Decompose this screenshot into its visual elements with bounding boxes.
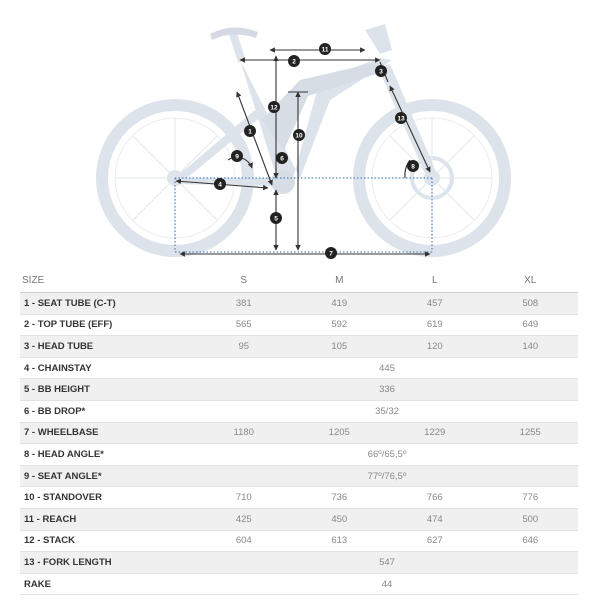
svg-text:8: 8 [411, 163, 415, 171]
table-row [20, 465, 578, 487]
marker-2 [288, 55, 300, 67]
row-label: 2 - TOP TUBE (EFF) [20, 314, 196, 336]
row-label: 1 - SEAT TUBE (C-T) [20, 293, 196, 315]
marker-4 [214, 178, 226, 190]
table-cell: 613 [292, 530, 388, 552]
row-label: 8 - HEAD ANGLE* [20, 444, 196, 466]
marker-11 [319, 43, 331, 55]
table-cell: 565 [196, 314, 292, 336]
row-label: 10 - STANDOVER [20, 487, 196, 509]
table-cell: 450 [292, 508, 388, 530]
table-row [20, 552, 578, 574]
row-label: 7 - WHEELBASE [20, 422, 196, 444]
table-cell: 736 [292, 487, 388, 509]
table-row [20, 422, 578, 444]
table-cell: 140 [483, 336, 579, 358]
marker-1 [244, 125, 256, 137]
table-row [20, 379, 578, 401]
table-row [20, 508, 578, 530]
header-xl: XL [483, 268, 579, 293]
svg-text:9: 9 [235, 153, 239, 161]
table-cell: 425 [196, 508, 292, 530]
svg-text:3: 3 [379, 68, 383, 76]
table-cell: 1205 [292, 422, 388, 444]
marker-9 [231, 150, 243, 162]
table-row [20, 400, 578, 422]
row-label: 11 - REACH [20, 508, 196, 530]
table-row [20, 336, 578, 358]
table-cell: 592 [292, 314, 388, 336]
table-cell-shared: 77º/76,5º [196, 465, 578, 487]
table-cell-shared: 66º/65,5º [196, 444, 578, 466]
table-cell: 649 [483, 314, 579, 336]
row-label: 12 - STACK [20, 530, 196, 552]
marker-13 [395, 112, 407, 124]
table-cell: 1255 [483, 422, 579, 444]
header-m: M [292, 268, 388, 293]
marker-7 [325, 247, 337, 259]
row-label: 13 - FORK LENGTH [20, 552, 196, 574]
row-label: 5 - BB HEIGHT [20, 379, 196, 401]
svg-text:10: 10 [295, 132, 303, 140]
svg-text:12: 12 [270, 104, 278, 112]
marker-6 [276, 152, 288, 164]
table-row [20, 487, 578, 509]
table-cell: 381 [196, 293, 292, 315]
table-cell: 419 [292, 293, 388, 315]
table-cell-shared: 547 [196, 552, 578, 574]
table-cell: 508 [483, 293, 579, 315]
header-l: L [387, 268, 483, 293]
table-cell: 474 [387, 508, 483, 530]
marker-10 [293, 129, 305, 141]
table-header-row [20, 268, 578, 293]
svg-text:2: 2 [292, 58, 296, 66]
svg-text:4: 4 [218, 181, 222, 189]
table-cell: 105 [292, 336, 388, 358]
row-label: 9 - SEAT ANGLE* [20, 465, 196, 487]
marker-8 [407, 160, 419, 172]
table-cell: 776 [483, 487, 579, 509]
table-cell-shared: 445 [196, 357, 578, 379]
table-cell: 646 [483, 530, 579, 552]
table-cell: 627 [387, 530, 483, 552]
table-cell-shared: 44 [196, 573, 578, 595]
table-cell: 95 [196, 336, 292, 358]
header-s: S [196, 268, 292, 293]
bike-geometry-diagram [0, 0, 600, 262]
svg-text:7: 7 [329, 250, 333, 258]
table-row [20, 314, 578, 336]
table-row [20, 530, 578, 552]
table-cell: 120 [387, 336, 483, 358]
table-row [20, 357, 578, 379]
header-size: SIZE [20, 268, 196, 293]
table-cell: 1229 [387, 422, 483, 444]
svg-text:5: 5 [274, 215, 278, 223]
table-row [20, 293, 578, 315]
table-cell: 1180 [196, 422, 292, 444]
table-cell: 500 [483, 508, 579, 530]
svg-text:6: 6 [280, 155, 284, 163]
table-cell: 710 [196, 487, 292, 509]
geometry-table [20, 268, 578, 595]
table-cell-shared: 336 [196, 379, 578, 401]
row-label: RAKE [20, 573, 196, 595]
table-cell: 766 [387, 487, 483, 509]
table-body [20, 293, 578, 595]
table-cell: 619 [387, 314, 483, 336]
table-row [20, 444, 578, 466]
svg-text:13: 13 [397, 115, 405, 123]
table-cell-shared: 35/32 [196, 400, 578, 422]
table-row [20, 573, 578, 595]
table-cell: 604 [196, 530, 292, 552]
marker-12 [268, 101, 280, 113]
svg-text:1: 1 [248, 128, 252, 136]
row-label: 3 - HEAD TUBE [20, 336, 196, 358]
svg-text:11: 11 [321, 46, 329, 54]
table-cell: 457 [387, 293, 483, 315]
row-label: 4 - CHAINSTAY [20, 357, 196, 379]
marker-5 [270, 212, 282, 224]
row-label: 6 - BB DROP* [20, 400, 196, 422]
marker-3 [375, 65, 387, 77]
